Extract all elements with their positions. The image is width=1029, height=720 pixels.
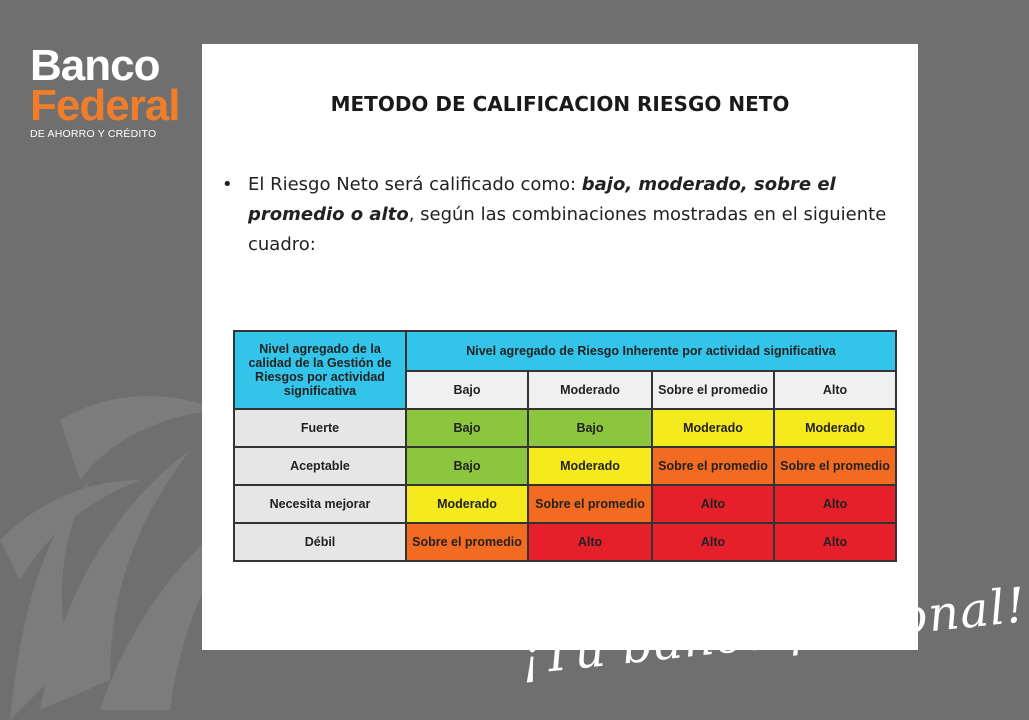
slide-panel — [202, 44, 918, 650]
matrix-cell: Sobre el promedio — [774, 447, 896, 485]
bullet-text-emphasis: bajo, moderado, sobre el promedio o alto — [248, 174, 836, 225]
matrix-row — [234, 409, 896, 447]
matrix-row-label: Necesita mejorar — [234, 485, 406, 523]
matrix-cell: Bajo — [528, 409, 652, 447]
slide-title: METODO DE CALIFICACION RIESGO NETO — [330, 92, 790, 116]
matrix-cell: Alto — [652, 523, 774, 561]
bullet-icon: • — [222, 174, 233, 195]
risk-matrix-table — [233, 330, 897, 562]
logo-word-federal: Federal — [30, 81, 180, 130]
matrix-cell: Moderado — [406, 485, 528, 523]
matrix-cell: Sobre el promedio — [406, 523, 528, 561]
matrix-cell: Moderado — [652, 409, 774, 447]
matrix-top-header: Nivel agregado de Riesgo Inherente por actividad significativa — [406, 331, 896, 371]
slogan-text: ¡Tu banco personal! — [518, 577, 1029, 686]
bullet-text — [248, 170, 902, 260]
logo-word-banco: Banco — [30, 41, 160, 90]
matrix-column-header: Bajo — [406, 371, 528, 409]
matrix-column-header: Alto — [774, 371, 896, 409]
matrix-cell: Bajo — [406, 447, 528, 485]
matrix-cell: Sobre el promedio — [528, 485, 652, 523]
matrix-cell: Alto — [774, 523, 896, 561]
matrix-corner-header: Nivel agregado de la calidad de la Gestión de Riesgos por actividad significativa — [234, 331, 406, 409]
matrix-cell: Alto — [652, 485, 774, 523]
bullet-text-part-2: , según las combinaciones mostradas en el siguiente cuadro: — [248, 204, 887, 255]
matrix-cell: Bajo — [406, 409, 528, 447]
matrix-cell: Sobre el promedio — [652, 447, 774, 485]
matrix-row — [234, 447, 896, 485]
matrix-cell: Moderado — [774, 409, 896, 447]
bank-logo — [30, 41, 200, 140]
matrix-cell: Alto — [528, 523, 652, 561]
logo-tagline: DE AHORRO Y CRÉDITO — [30, 128, 157, 140]
matrix-column-header: Moderado — [528, 371, 652, 409]
matrix-row — [234, 523, 896, 561]
matrix-cell: Alto — [774, 485, 896, 523]
matrix-column-header: Sobre el promedio — [652, 371, 774, 409]
matrix-cell: Moderado — [528, 447, 652, 485]
matrix-row-label: Aceptable — [234, 447, 406, 485]
matrix-row-label: Débil — [234, 523, 406, 561]
matrix-row-label: Fuerte — [234, 409, 406, 447]
bullet-paragraph — [222, 170, 902, 260]
matrix-row — [234, 485, 896, 523]
bullet-text-part-1: El Riesgo Neto será calificado como: — [248, 174, 582, 195]
